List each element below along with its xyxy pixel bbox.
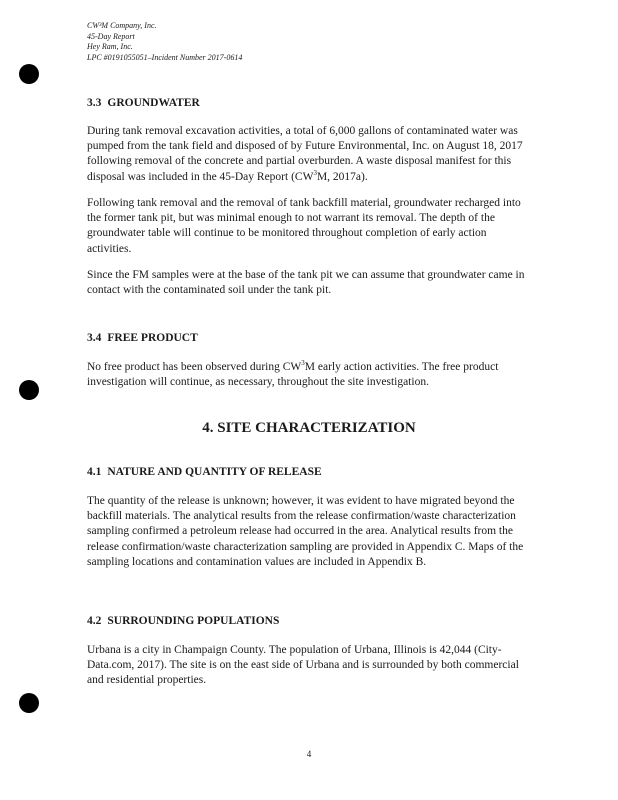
- section-title: GROUNDWATER: [107, 97, 200, 109]
- paragraph-nature-release: [87, 494, 527, 570]
- section-number: 3.4: [87, 332, 102, 344]
- header-company: CW³M Company, Inc.: [87, 21, 157, 30]
- section-heading-free-product: [87, 331, 527, 345]
- paragraph-groundwater-1: [87, 124, 527, 185]
- section-title: SURROUNDING POPULATIONS: [107, 615, 280, 627]
- paragraph-groundwater-3: [87, 268, 527, 298]
- superscript: 3: [313, 168, 317, 177]
- header-report: 45-Day Report: [87, 31, 135, 41]
- paragraph-groundwater-2: [87, 196, 527, 257]
- paragraph-text: Following tank removal and the removal of tank backfill material, groundwater recharged into the former tank pit, but was minimal enough to not warrant its removal. The depth of the groundwater table will continue to be monitored throughout completion of early action activities.: [87, 197, 521, 255]
- section-title: FREE PRODUCT: [107, 332, 198, 344]
- superscript: 3: [301, 359, 305, 368]
- paragraph-surrounding: [87, 643, 527, 689]
- paragraph-text: The quantity of the release is unknown; however, it was evident to have migrated beyond the backfill materials. The analytical results from the release confirmation/waste characterization sampling confirmed a petroleum release had occurred in the area. Analytical results from the release confirmation/waste characterization sampling are provided in Appendix C. Maps of the sampling locations and contamination values are included in Appendix B.: [87, 495, 524, 568]
- paragraph-text: During tank removal excavation activities, a total of 6,000 gallons of contaminated water was pumped from the tank field and disposed of by Future Environmental, Inc. on August 18, 2017 following removal of the concrete and partial overburden. A waste disposal manifest for this disposal was included in the 45-Day Report (CW: [87, 125, 523, 183]
- section-heading-nature-release: [87, 465, 527, 479]
- header-client: Hey Ram, Inc.: [87, 42, 133, 51]
- paragraph-text: Since the FM samples were at the base of the tank pit we can assume that groundwater came in contact with the contaminated soil under the tank pit.: [87, 269, 525, 297]
- paragraph-text: No free product has been observed during CW: [87, 361, 302, 373]
- section-number: 4.2: [87, 615, 102, 627]
- section-heading-groundwater: [87, 96, 527, 110]
- chapter-heading: 4. SITE CHARACTERIZATION: [202, 420, 416, 436]
- paragraph-text: Urbana is a city in Champaign County. The population of Urbana, Illinois is 42,044 (City-Data.com, 2017). The site is on the east side of Urbana and is surrounded by both commercial and residential properties.: [87, 644, 519, 687]
- section-number: 3.3: [87, 97, 102, 109]
- section-number: 4.1: [87, 466, 102, 478]
- punch-hole: [19, 693, 39, 713]
- running-header: [87, 21, 242, 63]
- section-title: NATURE AND QUANTITY OF RELEASE: [107, 466, 322, 478]
- page-number: 4: [306, 749, 312, 759]
- punch-hole: [19, 64, 39, 84]
- punch-hole: [19, 380, 39, 400]
- paragraph-free-product: [87, 360, 527, 390]
- paragraph-text: M early action activities. The free product investigation will continue, as necessary, throughout the site investigation.: [87, 361, 499, 389]
- header-incident: LPC #0191055051–Incident Number 2017-0614: [87, 52, 243, 62]
- paragraph-text: M, 2017a).: [316, 170, 368, 183]
- section-heading-surrounding: [87, 614, 527, 628]
